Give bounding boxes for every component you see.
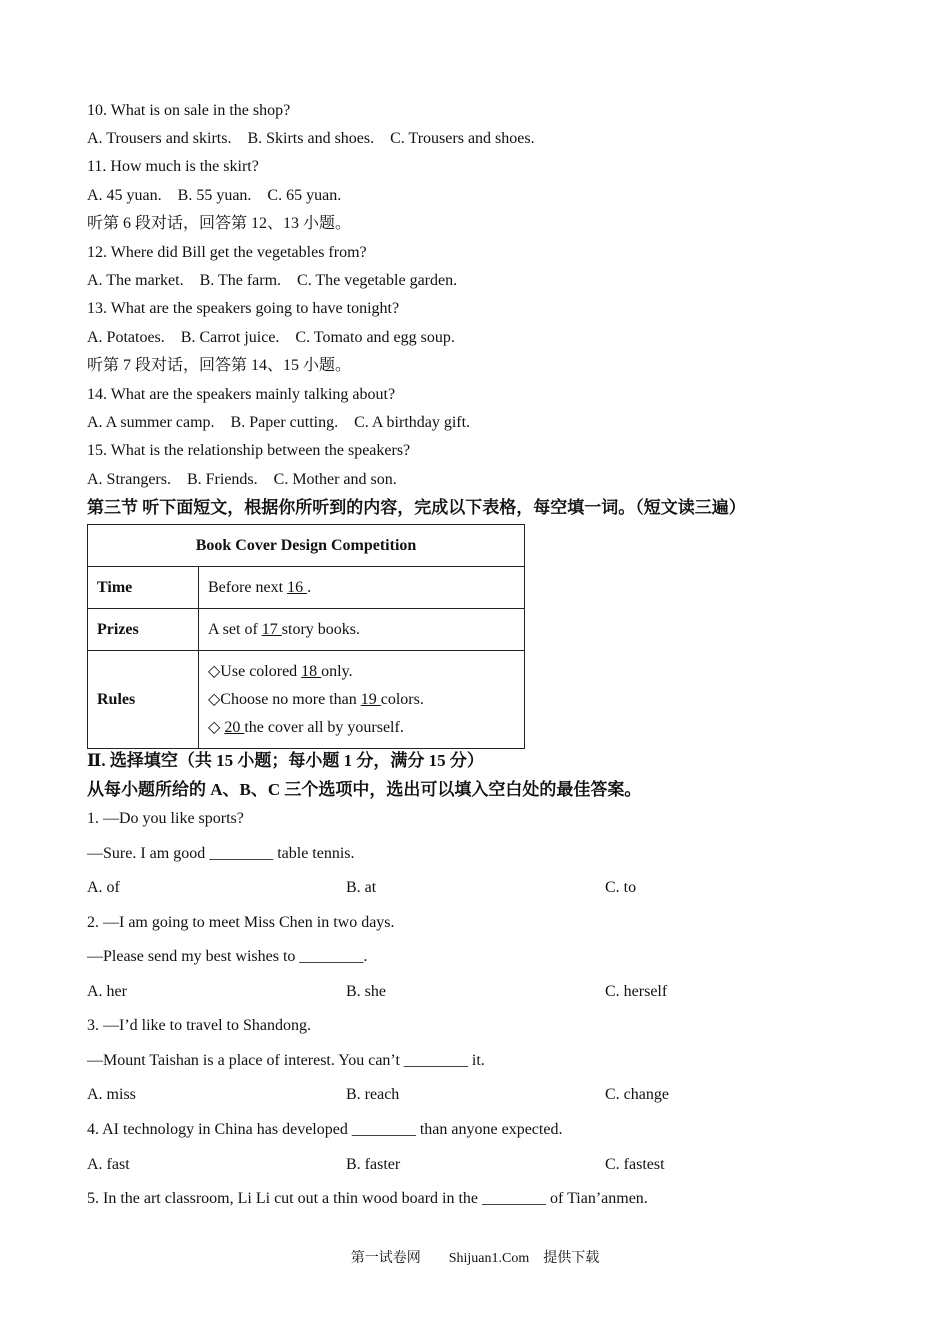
rules-cell: [199, 651, 525, 749]
question-10: 10. What is on sale in the shop?: [87, 102, 291, 119]
question-12: 12. Where did Bill get the vegetables from?: [87, 244, 367, 261]
q4-option-b: B. faster: [346, 1156, 401, 1173]
part2-heading: Ⅱ. 选择填空（共 15 小题；每小题 1 分，满分 15 分）: [87, 751, 484, 770]
table-title: Book Cover Design Competition: [88, 525, 525, 567]
mc-question-1-reply: —Sure. I am good ________ table tennis.: [87, 845, 355, 862]
mc-question-2: 2. —I am going to meet Miss Chen in two days.: [87, 914, 395, 931]
question-11: 11. How much is the skirt?: [87, 158, 259, 175]
prizes-text: A set of: [208, 620, 262, 638]
prizes-label: Prizes: [88, 609, 199, 651]
prizes-end: story books.: [281, 620, 361, 638]
blank-18: 18: [301, 662, 322, 680]
question-10-options: A. Trousers and skirts. B. Skirts and shoes. C. Trousers and shoes.: [87, 130, 535, 147]
rules-label: Rules: [88, 651, 199, 749]
rule-2: [208, 686, 515, 714]
question-12-options: A. The market. B. The farm. C. The vegetable garden.: [87, 272, 458, 289]
mc-question-1: 1. —Do you like sports?: [87, 810, 244, 827]
q2-option-c: C. herself: [605, 983, 668, 1000]
rule-3-end: the cover all by yourself.: [244, 718, 404, 736]
mc-question-3: 3. —I’d like to travel to Shandong.: [87, 1017, 311, 1034]
mc-question-5: 5. In the art classroom, Li Li cut out a thin wood board in the ________ of Tian’anmen.: [87, 1190, 648, 1207]
rule-1: [208, 658, 515, 686]
section3-heading: 第三节 听下面短文，根据你所听到的内容，完成以下表格，每空填一词。（短文读三遍）: [87, 498, 746, 517]
q1-option-c: C. to: [605, 879, 637, 896]
question-14-options: A. A summer camp. B. Paper cutting. C. A birthday gift.: [87, 414, 471, 431]
prizes-cell: [199, 609, 525, 651]
question-15: 15. What is the relationship between the speakers?: [87, 442, 411, 459]
time-label: Time: [88, 567, 199, 609]
q4-option-a: A. fast: [87, 1156, 130, 1173]
q1-option-b: B. at: [346, 879, 377, 896]
rule-2-text: ◇Choose no more than: [208, 690, 361, 708]
question-11-options: A. 45 yuan. B. 55 yuan. C. 65 yuan.: [87, 187, 342, 204]
blank-16: 16: [287, 578, 308, 596]
page-footer: 第一试卷网 Shijuan1.Com 提供下载: [350, 1251, 600, 1266]
q4-option-c: C. fastest: [605, 1156, 665, 1173]
time-end: .: [307, 578, 312, 596]
mc-question-2-reply: —Please send my best wishes to ________.: [87, 948, 368, 965]
question-15-options: A. Strangers. B. Friends. C. Mother and son.: [87, 471, 397, 488]
blank-20: 20: [224, 718, 245, 736]
rule-3-text: ◇: [208, 718, 225, 736]
dialogue-7-instruction: 听第 7 段对话，回答第 14、15 小题。: [87, 357, 352, 374]
blank-17: 17: [261, 620, 282, 638]
rule-1-end: only.: [321, 662, 353, 680]
blank-19: 19: [360, 690, 381, 708]
question-13: 13. What are the speakers going to have tonight?: [87, 300, 400, 317]
rule-3: [208, 714, 515, 742]
rule-2-end: colors.: [380, 690, 424, 708]
dialogue-6-instruction: 听第 6 段对话，回答第 12、13 小题。: [87, 215, 352, 232]
time-text: Before next: [208, 578, 288, 596]
q2-option-b: B. she: [346, 983, 386, 1000]
q3-option-b: B. reach: [346, 1086, 400, 1103]
q3-option-a: A. miss: [87, 1086, 136, 1103]
part2-instruction: 从每小题所给的 A、B、C 三个选项中，选出可以填入空白处的最佳答案。: [87, 780, 642, 799]
time-cell: [199, 567, 525, 609]
question-13-options: A. Potatoes. B. Carrot juice. C. Tomato and egg soup.: [87, 329, 455, 346]
q3-option-c: C. change: [605, 1086, 669, 1103]
question-14: 14. What are the speakers mainly talking about?: [87, 386, 396, 403]
rule-1-text: ◇Use colored: [208, 662, 302, 680]
mc-question-3-reply: —Mount Taishan is a place of interest. You can’t ________ it.: [87, 1052, 485, 1069]
competition-table: [87, 524, 525, 749]
mc-question-4: 4. AI technology in China has developed ________ than anyone expected.: [87, 1121, 563, 1138]
q1-option-a: A. of: [87, 879, 120, 896]
q2-option-a: A. her: [87, 983, 127, 1000]
